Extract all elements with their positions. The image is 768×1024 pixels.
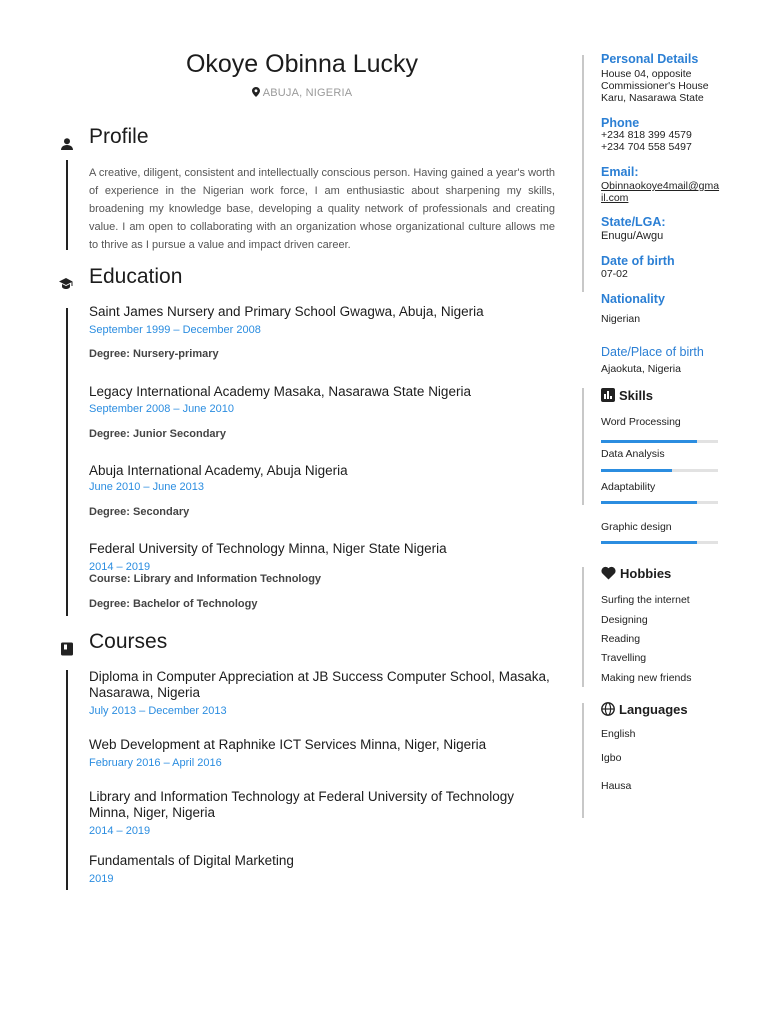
hobby-item: Designing [601, 614, 648, 626]
location-text: ABUJA, NIGERIA [262, 87, 353, 99]
hobby-item: Surfing the internet [601, 594, 690, 606]
courses-heading: Courses [89, 630, 168, 653]
course-dates: 2019 [89, 873, 114, 885]
education-school: Federal University of Technology Minna, Niger State Nigeria [89, 541, 447, 556]
education-school: Legacy International Academy Masaka, Nasarawa State Nigeria [89, 384, 471, 399]
course-name: Web Development at Raphnike ICT Services Minna, Niger, Nigeria [89, 737, 487, 752]
skill-bar-fill [601, 541, 697, 544]
languages-heading [601, 702, 688, 717]
hobbies-heading [601, 566, 671, 581]
profile-summary: A creative, diligent, consistent and intellectually conscious person. Having gained a year's worth of experience in the Nigerian work force, I am enthusiastic about sharpening my skills, broadening my knowledge base, developing a quality network of professionals and creating value. I am open to collaborating with an organization whose organizational culture allows me to thrive as I pursue a value and impact driven career. [89, 167, 555, 251]
right-divider-line [582, 703, 584, 818]
skill-name: Adaptability [601, 481, 656, 493]
state-lga-heading: State/LGA: [601, 215, 666, 229]
skill-bar [601, 440, 718, 443]
email-link[interactable]: Obinnaokoye4mail@gmail.com [601, 180, 720, 204]
phone-2: +234 704 558 5497 [601, 141, 692, 153]
graduation-cap-icon [59, 276, 73, 290]
phone-heading: Phone [601, 116, 640, 130]
address: House 04, opposite Commissioner's House Karu, Nasarawa State [601, 68, 709, 104]
personal-details-heading: Personal Details [601, 52, 699, 66]
course-dates: July 2013 – December 2013 [89, 705, 227, 717]
education-dates: September 2008 – June 2010 [89, 403, 234, 415]
hobby-item: Making new friends [601, 672, 692, 684]
course-name: Fundamentals of Digital Marketing [89, 853, 294, 868]
skill-bar [601, 501, 718, 504]
resume-name: Okoye Obinna Lucky [185, 50, 419, 78]
book-icon [60, 642, 74, 656]
course-name: Library and Information Technology at Federal University of Technology Minna, Niger, Nigeria [89, 789, 514, 820]
education-degree: Degree: Bachelor of Technology [89, 598, 258, 610]
hobby-item: Reading [601, 633, 641, 645]
email-container [601, 180, 721, 204]
education-dates: June 2010 – June 2013 [89, 481, 204, 493]
skill-bar [601, 469, 718, 472]
email-heading: Email: [601, 165, 639, 179]
language-item: Igbo [601, 752, 622, 764]
education-course: Course: Library and Information Technology [89, 573, 322, 585]
skills-title: Skills [619, 388, 653, 403]
education-degree: Degree: Junior Secondary [89, 428, 226, 440]
education-school: Saint James Nursery and Primary School Gwagwa, Abuja, Nigeria [89, 304, 484, 319]
skill-name: Word Processing [601, 416, 681, 428]
skill-bar-fill [601, 501, 697, 504]
dob-heading: Date of birth [601, 254, 675, 268]
education-degree: Degree: Nursery-primary [89, 348, 219, 360]
nationality-heading: Nationality [601, 292, 665, 306]
course-name: Diploma in Computer Appreciation at JB Success Computer School, Masaka, Nasarawa, Nigeria [89, 669, 550, 700]
skill-name: Data Analysis [601, 448, 665, 460]
location-pin-icon [252, 87, 260, 97]
profile-heading: Profile [89, 125, 149, 148]
course-dates: 2014 – 2019 [89, 825, 151, 837]
skill-name: Graphic design [601, 521, 672, 533]
profile-timeline-line [66, 160, 68, 250]
place-of-birth: Ajaokuta, Nigeria [601, 363, 681, 375]
hobbies-title: Hobbies [620, 566, 672, 581]
education-heading: Education [89, 265, 183, 288]
language-item: Hausa [601, 780, 632, 792]
heart-icon [601, 566, 616, 580]
languages-title: Languages [619, 702, 688, 717]
phone-1: +234 818 399 4579 [601, 129, 692, 141]
skill-bar [601, 541, 718, 544]
education-timeline-line [66, 308, 68, 616]
language-item: English [601, 728, 636, 740]
dob: 07-02 [601, 268, 628, 280]
education-degree: Degree: Secondary [89, 506, 190, 518]
education-dates: 2014 – 2019 [89, 561, 151, 573]
hobby-item: Travelling [601, 652, 647, 664]
globe-icon [601, 702, 615, 716]
right-divider-line [582, 388, 584, 505]
state-lga: Enugu/Awgu [601, 230, 664, 242]
skill-bar-fill [601, 469, 672, 472]
right-divider-line [582, 55, 584, 292]
chart-icon [601, 388, 615, 402]
courses-timeline-line [66, 670, 68, 890]
person-icon [60, 137, 74, 151]
education-dates: September 1999 – December 2008 [89, 324, 261, 336]
skill-bar-fill [601, 440, 697, 443]
place-of-birth-heading: Date/Place of birth [601, 345, 704, 359]
course-dates: February 2016 – April 2016 [89, 757, 222, 769]
right-divider-line [582, 567, 584, 687]
education-school: Abuja International Academy, Abuja Nigeria [89, 463, 348, 478]
location [0, 87, 604, 99]
nationality: Nigerian [601, 313, 641, 325]
skills-heading [601, 388, 653, 403]
